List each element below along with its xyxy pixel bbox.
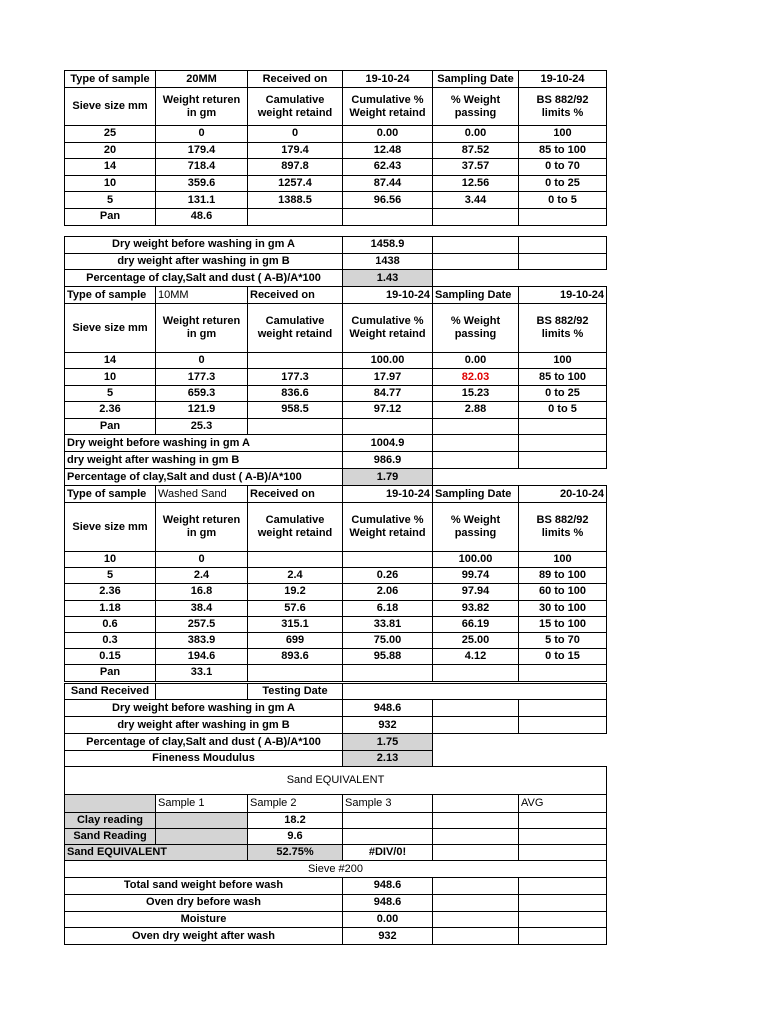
table-cell: 177.3 <box>155 368 248 385</box>
sand-equivalent-s3: #DIV/0! <box>342 844 433 861</box>
type-value: 20MM <box>155 70 248 88</box>
table-cell: 3.44 <box>432 191 519 209</box>
table-cell: 100.00 <box>342 352 433 369</box>
testing-date-label: Testing Date <box>247 683 343 700</box>
table-cell: 12.48 <box>342 142 433 160</box>
table-cell: 15 to 100 <box>518 616 607 633</box>
table-cell <box>518 877 607 895</box>
table-cell: 12.56 <box>432 175 519 193</box>
table-cell: 194.6 <box>155 648 248 665</box>
column-header: Camulative weight retaind <box>247 303 343 353</box>
sieve-200-label: Oven dry weight after wash <box>64 927 343 945</box>
dry-after-value: 986.9 <box>342 451 433 469</box>
table-cell: 0.15 <box>64 648 156 665</box>
table-cell <box>518 253 607 271</box>
received-label: Received on <box>247 286 343 304</box>
table-cell <box>342 418 433 435</box>
table-cell: 0 <box>247 125 343 143</box>
se-col-sample3: Sample 3 <box>342 794 433 813</box>
sampling-value: 19-10-24 <box>518 286 607 304</box>
table-cell: 38.4 <box>155 600 248 617</box>
table-cell <box>432 716 519 734</box>
table-cell: 87.52 <box>432 142 519 160</box>
table-cell: 2.4 <box>247 567 343 584</box>
sieve-200-value: 0.00 <box>342 911 433 929</box>
table-cell: 16.8 <box>155 583 248 600</box>
column-header: Sieve size mm <box>64 87 156 126</box>
table-cell: 15.23 <box>432 385 519 402</box>
table-cell <box>155 683 248 700</box>
table-cell <box>342 683 607 700</box>
table-cell: 179.4 <box>247 142 343 160</box>
table-cell: 97.12 <box>342 401 433 418</box>
fineness-modulus-label: Fineness Moudulus <box>64 750 343 767</box>
table-cell: 359.6 <box>155 175 248 193</box>
table-cell: 93.82 <box>432 600 519 617</box>
table-cell: 6.18 <box>342 600 433 617</box>
table-cell <box>432 844 519 861</box>
table-cell: 4.12 <box>432 648 519 665</box>
type-label: Type of sample <box>64 485 156 503</box>
received-value: 19-10-24 <box>342 485 433 503</box>
table-cell <box>518 418 607 435</box>
se-col-sample2: Sample 2 <box>247 794 343 813</box>
table-cell <box>247 352 343 369</box>
table-cell: 659.3 <box>155 385 248 402</box>
table-cell: 0 <box>155 551 248 568</box>
table-cell: 62.43 <box>342 158 433 176</box>
table-cell: 1257.4 <box>247 175 343 193</box>
received-label: Received on <box>247 70 343 88</box>
table-cell <box>518 716 607 734</box>
table-cell <box>518 927 607 945</box>
table-cell: 179.4 <box>155 142 248 160</box>
table-cell <box>432 927 519 945</box>
table-cell <box>518 434 607 452</box>
table-cell: 89 to 100 <box>518 567 607 584</box>
table-cell <box>432 664 519 681</box>
table-cell: 10 <box>64 175 156 193</box>
sampling-label: Sampling Date <box>432 70 519 88</box>
table-cell: 718.4 <box>155 158 248 176</box>
sieve-200-label: Moisture <box>64 911 343 929</box>
dry-before-label: Dry weight before washing in gm A <box>64 699 343 717</box>
table-cell: 75.00 <box>342 632 433 649</box>
dry-before-label: Dry weight before washing in gm A <box>64 434 343 452</box>
table-cell <box>155 828 248 845</box>
table-cell <box>342 812 433 829</box>
table-cell <box>247 418 343 435</box>
column-header: % Weight passing <box>432 87 519 126</box>
table-cell <box>432 894 519 912</box>
table-cell: 0 to 5 <box>518 401 607 418</box>
sieve-200-label: Total sand weight before wash <box>64 877 343 895</box>
table-cell: 2.4 <box>155 567 248 584</box>
table-cell: 836.6 <box>247 385 343 402</box>
table-cell: 84.77 <box>342 385 433 402</box>
table-cell <box>342 551 433 568</box>
table-cell: 97.94 <box>432 583 519 600</box>
received-value: 19-10-24 <box>342 286 433 304</box>
table-cell: 20 <box>64 142 156 160</box>
table-cell: 2.36 <box>64 401 156 418</box>
table-cell <box>432 877 519 895</box>
dry-before-value: 1458.9 <box>342 236 433 254</box>
table-cell: 10 <box>64 368 156 385</box>
table-cell <box>518 236 607 254</box>
table-cell <box>518 451 607 469</box>
table-cell: 0 to 70 <box>518 158 607 176</box>
sand-equivalent-label: Sand EQUIVALENT <box>64 844 248 861</box>
table-cell: 19.2 <box>247 583 343 600</box>
dry-after-value: 1438 <box>342 253 433 271</box>
sampling-value: 20-10-24 <box>518 485 607 503</box>
table-cell: 0.6 <box>64 616 156 633</box>
column-header: Weight returen in gm <box>155 303 248 353</box>
clay-percentage-value: 1.43 <box>342 269 433 287</box>
column-header: Sieve size mm <box>64 502 156 552</box>
table-cell: 897.8 <box>247 158 343 176</box>
table-cell <box>432 418 519 435</box>
table-cell <box>432 253 519 271</box>
fineness-modulus-value: 2.13 <box>342 750 433 767</box>
table-cell: 2.88 <box>432 401 519 418</box>
table-cell: 96.56 <box>342 191 433 209</box>
table-cell: 14 <box>64 352 156 369</box>
table-cell: 99.74 <box>432 567 519 584</box>
clay-percentage-label: Percentage of clay,Salt and dust ( A-B)/A*100 <box>64 468 343 486</box>
table-cell <box>247 664 343 681</box>
table-cell <box>518 208 607 226</box>
column-header: Weight returen in gm <box>155 87 248 126</box>
table-cell <box>432 434 519 452</box>
column-header: % Weight passing <box>432 502 519 552</box>
column-header: Cumulative % Weight retaind <box>342 303 433 353</box>
table-cell: 14 <box>64 158 156 176</box>
sand-equivalent-s2: 52.75% <box>247 844 343 861</box>
table-cell: 0.00 <box>432 125 519 143</box>
column-header: Cumulative % Weight retaind <box>342 87 433 126</box>
column-header: Cumulative % Weight retaind <box>342 502 433 552</box>
table-cell <box>518 828 607 845</box>
table-cell: 25.00 <box>432 632 519 649</box>
table-cell: 257.5 <box>155 616 248 633</box>
table-cell <box>432 699 519 717</box>
clay-percentage-label: Percentage of clay,Salt and dust ( A-B)/A*100 <box>64 733 343 751</box>
column-header: Sieve size mm <box>64 303 156 353</box>
type-value: 10MM <box>155 286 248 304</box>
dry-after-label: dry weight after washing in gm B <box>64 451 343 469</box>
table-cell: 33.1 <box>155 664 248 681</box>
clay-percentage-label: Percentage of clay,Salt and dust ( A-B)/A*100 <box>64 269 343 287</box>
table-cell: 48.6 <box>155 208 248 226</box>
clay-reading-label: Clay reading <box>64 812 156 829</box>
sand-reading-label: Sand Reading <box>64 828 156 845</box>
table-cell: 893.6 <box>247 648 343 665</box>
dry-before-value: 948.6 <box>342 699 433 717</box>
table-cell: 0.26 <box>342 567 433 584</box>
table-cell <box>518 844 607 861</box>
sieve-200-label: Oven dry before wash <box>64 894 343 912</box>
table-cell: 85 to 100 <box>518 368 607 385</box>
table-cell: 87.44 <box>342 175 433 193</box>
table-cell: 0.00 <box>432 352 519 369</box>
table-cell <box>342 828 433 845</box>
table-cell: 1.18 <box>64 600 156 617</box>
table-cell: 30 to 100 <box>518 600 607 617</box>
table-cell: 82.03 <box>432 368 519 385</box>
table-cell: 0 <box>155 352 248 369</box>
table-cell: 5 to 70 <box>518 632 607 649</box>
dry-before-value: 1004.9 <box>342 434 433 452</box>
clay-percentage-value: 1.79 <box>342 468 433 486</box>
table-cell: 383.9 <box>155 632 248 649</box>
column-header: BS 882/92 limits % <box>518 303 607 353</box>
type-value: Washed Sand <box>155 485 248 503</box>
table-cell: 0 to 15 <box>518 648 607 665</box>
table-cell: 315.1 <box>247 616 343 633</box>
column-header: BS 882/92 limits % <box>518 502 607 552</box>
se-blank-header <box>64 794 156 813</box>
table-cell <box>518 812 607 829</box>
column-header: BS 882/92 limits % <box>518 87 607 126</box>
table-cell: 699 <box>247 632 343 649</box>
table-cell: Pan <box>64 418 156 435</box>
table-cell: 10 <box>64 551 156 568</box>
dry-after-value: 932 <box>342 716 433 734</box>
column-header: Weight returen in gm <box>155 502 248 552</box>
table-cell: 95.88 <box>342 648 433 665</box>
column-header: Camulative weight retaind <box>247 502 343 552</box>
table-cell: Pan <box>64 664 156 681</box>
table-cell <box>155 812 248 829</box>
table-cell: 57.6 <box>247 600 343 617</box>
table-cell: 1388.5 <box>247 191 343 209</box>
table-cell: 100 <box>518 125 607 143</box>
table-cell: 25 <box>64 125 156 143</box>
table-cell: 2.06 <box>342 583 433 600</box>
table-cell: 100 <box>518 352 607 369</box>
table-cell: 100 <box>518 551 607 568</box>
table-cell: 0 to 25 <box>518 385 607 402</box>
table-cell <box>432 208 519 226</box>
sampling-label: Sampling Date <box>432 485 519 503</box>
table-cell <box>247 208 343 226</box>
table-cell <box>518 699 607 717</box>
table-cell: 0 to 25 <box>518 175 607 193</box>
table-cell <box>247 551 343 568</box>
table-cell: 33.81 <box>342 616 433 633</box>
table-cell: Pan <box>64 208 156 226</box>
dry-after-label: dry weight after washing in gm B <box>64 253 343 271</box>
table-cell <box>432 451 519 469</box>
sampling-value: 19-10-24 <box>518 70 607 88</box>
table-cell: 0 <box>155 125 248 143</box>
table-cell <box>342 208 433 226</box>
table-cell: 131.1 <box>155 191 248 209</box>
type-label: Type of sample <box>64 286 156 304</box>
table-cell: 5 <box>64 191 156 209</box>
table-cell: 85 to 100 <box>518 142 607 160</box>
received-value: 19-10-24 <box>342 70 433 88</box>
table-cell: 5 <box>64 385 156 402</box>
sampling-label: Sampling Date <box>432 286 519 304</box>
table-cell <box>518 664 607 681</box>
table-cell: 958.5 <box>247 401 343 418</box>
received-label: Received on <box>247 485 343 503</box>
clay-reading-s2: 18.2 <box>247 812 343 829</box>
sand-reading-s2: 9.6 <box>247 828 343 845</box>
sieve-200-value: 948.6 <box>342 894 433 912</box>
table-cell: 2.36 <box>64 583 156 600</box>
se-col-avg: AVG <box>518 794 607 813</box>
column-header: Camulative weight retaind <box>247 87 343 126</box>
sieve-200-value: 948.6 <box>342 877 433 895</box>
table-cell <box>518 894 607 912</box>
sieve-200-value: 932 <box>342 927 433 945</box>
table-cell: 37.57 <box>432 158 519 176</box>
table-cell: 0.3 <box>64 632 156 649</box>
table-cell: 121.9 <box>155 401 248 418</box>
se-col-sample1: Sample 1 <box>155 794 248 813</box>
table-cell: 17.97 <box>342 368 433 385</box>
table-cell: 177.3 <box>247 368 343 385</box>
table-cell <box>432 794 519 813</box>
table-cell: 5 <box>64 567 156 584</box>
table-cell: 25.3 <box>155 418 248 435</box>
sand-equivalent-title: Sand EQUIVALENT <box>64 766 607 795</box>
table-cell <box>432 828 519 845</box>
column-header: % Weight passing <box>432 303 519 353</box>
table-cell: 100.00 <box>432 551 519 568</box>
type-label: Type of sample <box>64 70 156 88</box>
table-cell: 66.19 <box>432 616 519 633</box>
table-cell <box>432 911 519 929</box>
table-cell <box>518 911 607 929</box>
table-cell <box>342 664 433 681</box>
sieve-200-title: Sieve #200 <box>64 860 607 878</box>
clay-percentage-value: 1.75 <box>342 733 433 751</box>
table-cell <box>432 812 519 829</box>
dry-after-label: dry weight after washing in gm B <box>64 716 343 734</box>
table-cell: 60 to 100 <box>518 583 607 600</box>
dry-before-label: Dry weight before washing in gm A <box>64 236 343 254</box>
table-cell <box>432 236 519 254</box>
table-cell: 0 to 5 <box>518 191 607 209</box>
sand-received-label: Sand Received <box>64 683 156 700</box>
table-cell: 0.00 <box>342 125 433 143</box>
